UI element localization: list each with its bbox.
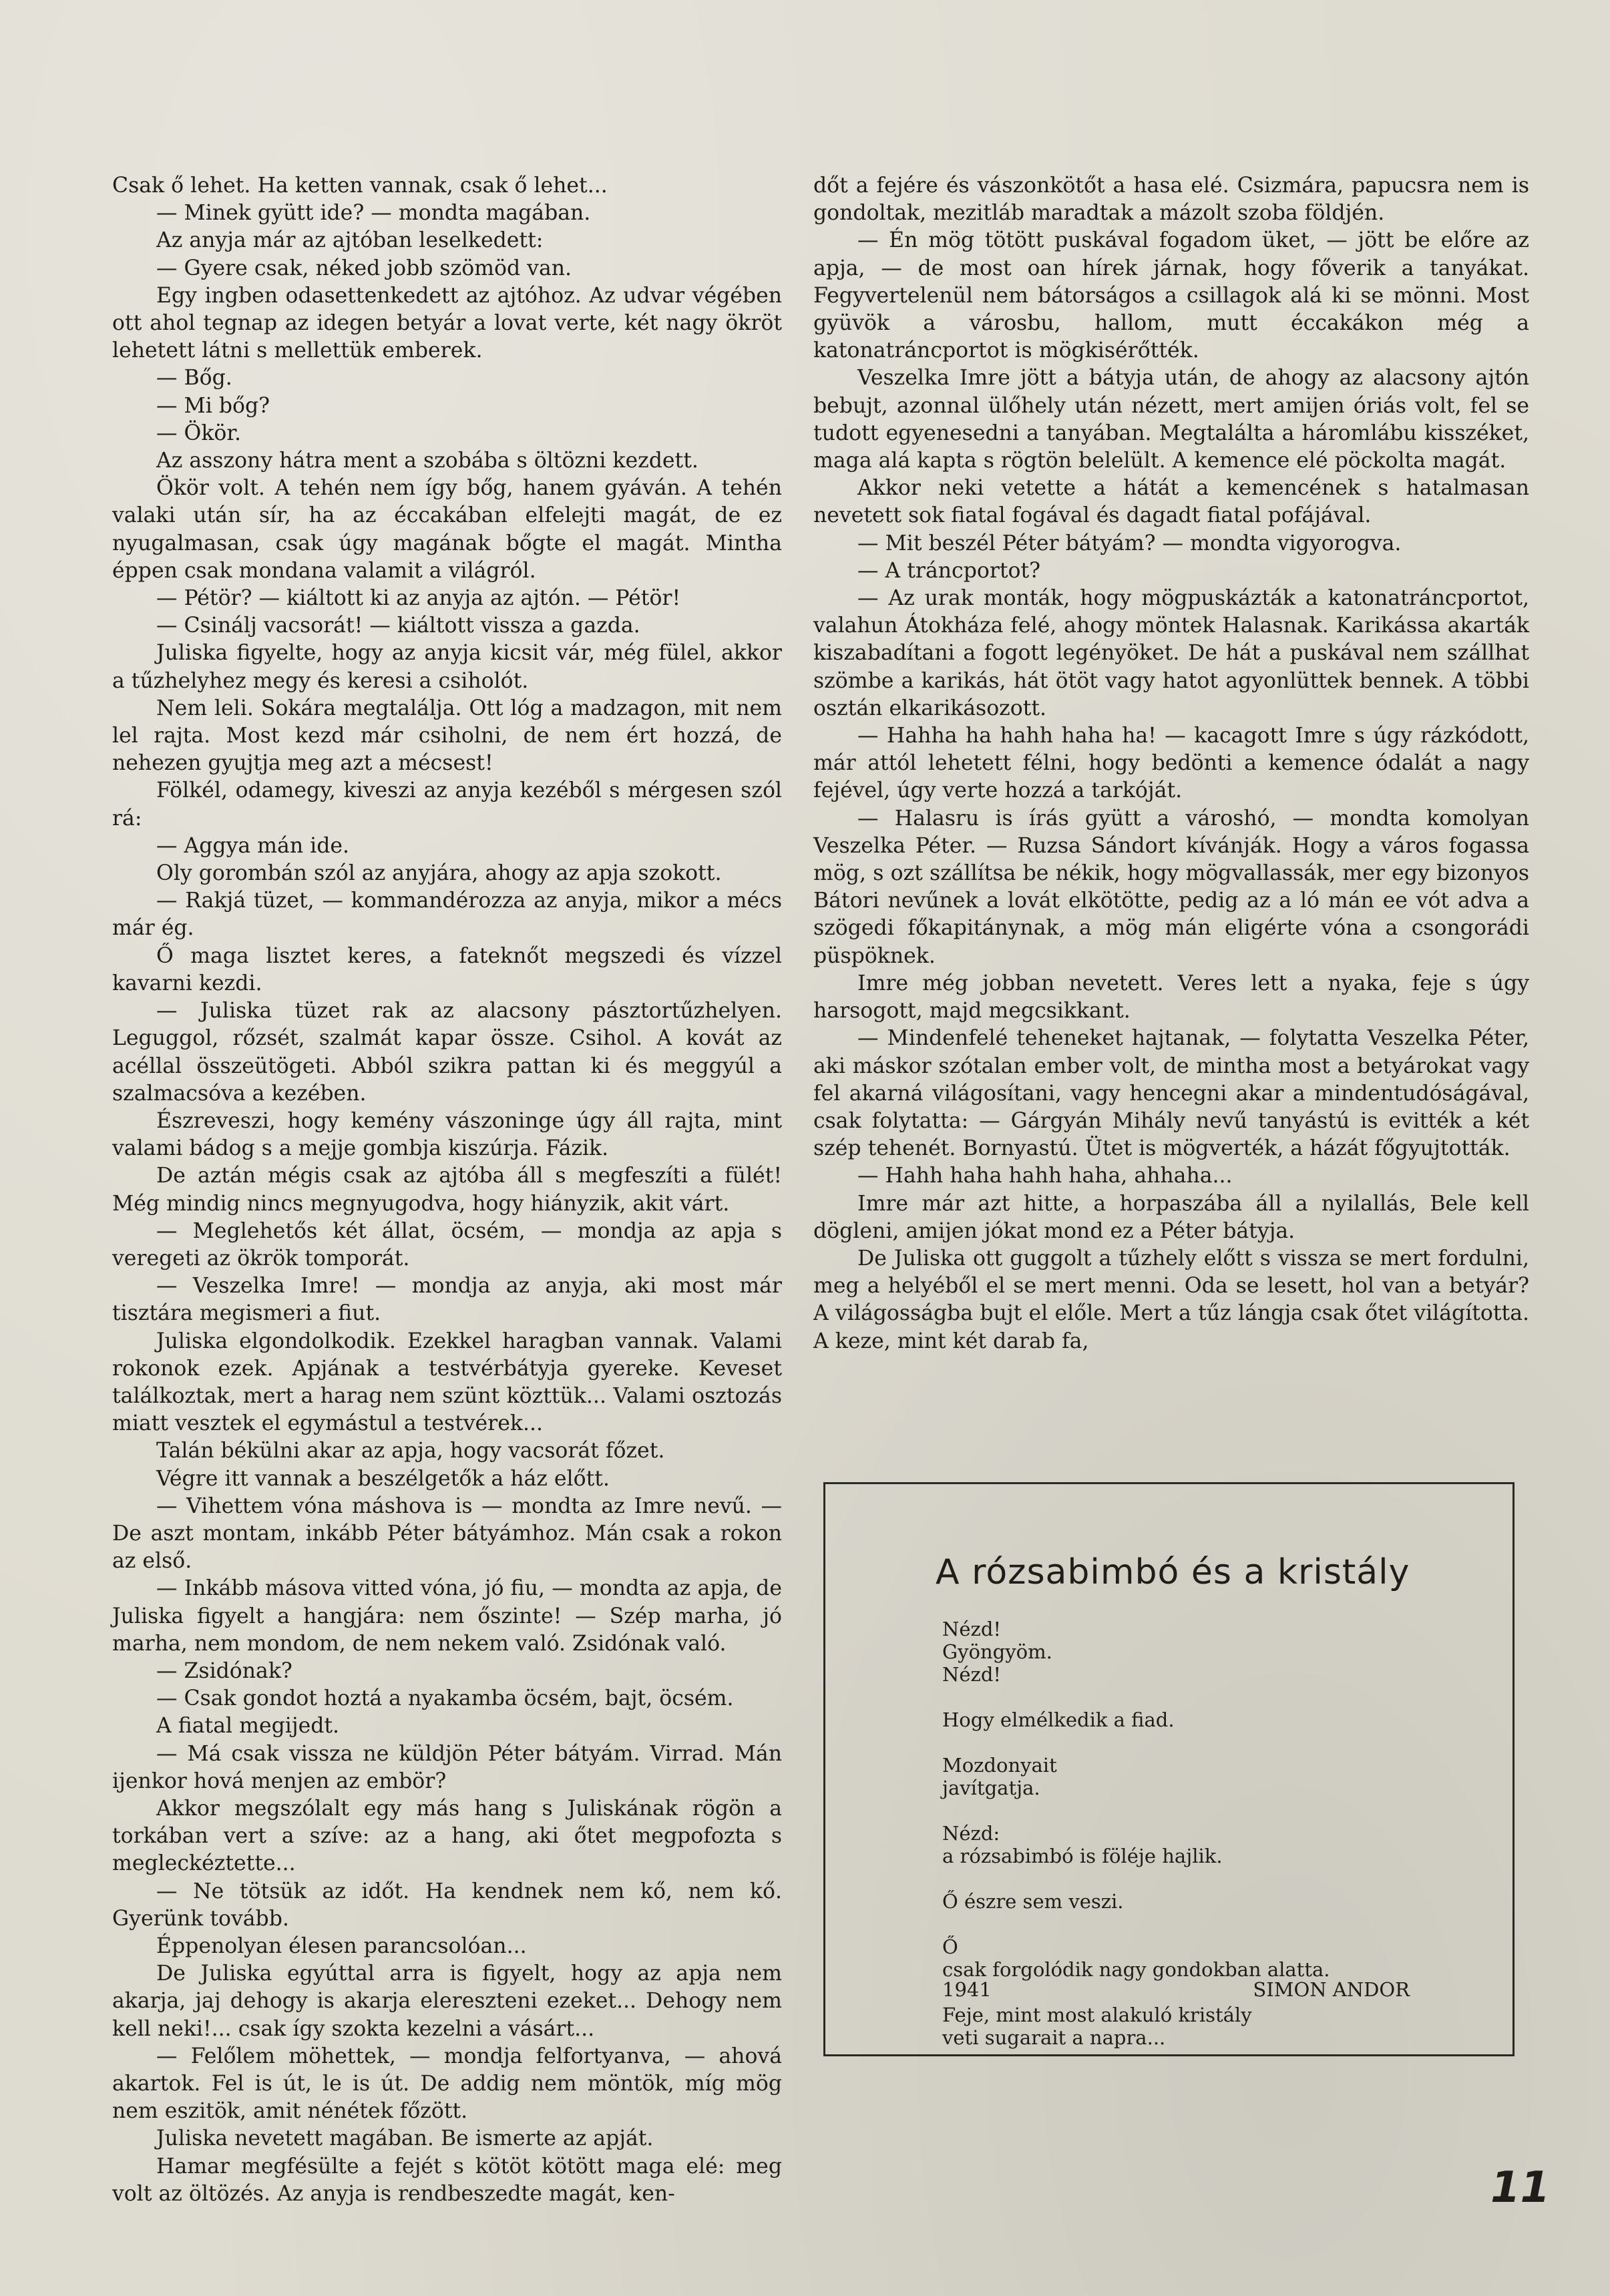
- poem-line: Gyöngyöm.: [942, 1640, 1052, 1663]
- paragraph: Fölkél, odamegy, kiveszi az anyja kezéből s mérgesen szól rá:: [112, 778, 782, 831]
- page-number: 11: [1490, 2163, 1551, 2213]
- poem-stanza: [942, 1618, 1463, 1686]
- paragraph: — Gyere csak, néked jobb szömöd van.: [156, 256, 572, 280]
- poem-line: Hogy elmélkedik a fiad.: [942, 1708, 1175, 1731]
- paragraph: Hamar megfésülte a fejét s kötöt kötött maga elé: meg volt az öltözés. Az anyja is rendbeszedte magát, ken-: [112, 2154, 782, 2206]
- paragraph: Imre már azt hitte, a horpaszába áll a nyilallás, Bele kell dögleni, amijen jókat mond ez a Péter bátyja.: [813, 1191, 1529, 1243]
- paragraph: A fiatal megijedt.: [156, 1714, 340, 1739]
- paragraph: Juliska nevetett magában. Be ismerte az apját.: [156, 2126, 654, 2151]
- poem-footer: [942, 1978, 1410, 2001]
- paragraph: Az asszony hátra ment a szobába s öltözni kezdett.: [156, 449, 698, 473]
- poem-line: csak forgolódik nagy gondokban alatta.: [942, 1958, 1330, 1981]
- paragraph: — Halasru is írás gyütt a városhó, — mondta komolyan Veszelka Péter. — Ruzsa Sándort kívánják. Hogy a város fogassa mög, s ozt szállítsa be nékik, hogy mögvallassák, mer egy bizonyos Bátori nevűnek a lovát elkötötte, pedig az a ló mán ee vót adva a szögedi főkapitánynak, a mög mán eligérte vóna a csongorádi püspöknek.: [813, 806, 1529, 968]
- paragraph: — Minek gyütt ide? — mondta magában.: [156, 201, 591, 226]
- poem-line: Mozdonyait: [942, 1754, 1057, 1777]
- paragraph: — Ne tötsük az időt. Ha kendnek nem kő, nem kő. Gyerünk tovább.: [112, 1879, 782, 1931]
- paragraph: Az anyja már az ajtóban leselkedett:: [156, 228, 544, 253]
- paragraph: Juliska figyelte, hogy az anyja kicsit vár, még fülel, akkor a tűzhelyhez megy és keresi a csiholót.: [112, 641, 782, 693]
- paragraph: — Má csak vissza ne küldjön Péter bátyám. Virrad. Mán ijenkor hová menjen az embör?: [112, 1741, 782, 1793]
- paragraph: Csak ő lehet. Ha ketten vannak, csak ő lehet...: [112, 174, 608, 198]
- paragraph: De Juliska egyúttal arra is figyelt, hogy az apja nem akarja, jaj dehogy is akarja elereszteni ezeket... Dehogy nem kell neki!... csak így szokta kezelni a vásárt...: [112, 1962, 782, 2041]
- poem-line: Ő: [942, 1935, 958, 1958]
- paragraph: — Csak gondot hoztá a nyakamba öcsém, bajt, öcsém.: [156, 1686, 734, 1711]
- paragraph: Észreveszi, hogy kemény vászoninge úgy áll rajta, mint valami bádog s a mejje gombja kiszúrja. Fázik.: [112, 1108, 782, 1161]
- paragraph: Oly gorombán szól az anyjára, ahogy az apja szokott.: [156, 861, 722, 886]
- paragraph: — Mi bőg?: [156, 393, 270, 418]
- poem-line: Nézd!: [942, 1663, 1002, 1686]
- paragraph: — Pétör? — kiáltott ki az anyja az ajtón. — Pétör!: [156, 586, 681, 611]
- paragraph: Végre itt vannak a beszélgetők a ház előtt.: [156, 1466, 610, 1491]
- paragraph: — Vihettem vóna máshova is — mondta az Imre nevű. — De aszt montam, inkább Péter bátyámhoz. Mán csak a rokon az első.: [112, 1494, 782, 1574]
- paragraph: — A tráncportot?: [857, 558, 1041, 583]
- poem-line: Nézd:: [942, 1822, 1000, 1845]
- paragraph: — Hahh haha hahh haha, ahhaha...: [857, 1164, 1233, 1188]
- paragraph: dőt a fejére és vászonkötőt a hasa elé. Csizmára, papucsra nem is gondoltak, mezitláb maradtak a mázolt szoba földjén.: [813, 174, 1529, 226]
- paragraph: Akkor neki vetette a hátát a kemencének s hatalmasan nevetett sok fiatal fogával és dagadt fiatal pofájával.: [813, 476, 1529, 528]
- paragraph: — Mindenfelé teheneket hajtanak, — folytatta Veszelka Péter, aki máskor szótalan ember volt, de mintha most a betyárokat vagy fel akarná világosítani, vagy hencegni akar a mindentudóságával, csak folytatta: — Gárgyán Mihály nevű tanyástú is evitték a két szép tehenét. Bornyastú. Ütet is mögverték, a házát főgyujtották.: [813, 1026, 1529, 1161]
- poem-line: a rózsabimbó is föléje hajlik.: [942, 1845, 1223, 1867]
- poem-stanza: [942, 1935, 1463, 1981]
- paragraph: Juliska elgondolkodik. Ezekkel haragban vannak. Valami rokonok ezek. Apjának a testvérbátyja gyereke. Keveset találkoztak, mert a harag nem szünt közttük... Valami osztozás miatt vesztek el egymástul a testvérek...: [112, 1329, 782, 1436]
- poem-box: [823, 1482, 1515, 2056]
- paragraph: — Juliska tüzet rak az alacsony pásztortűzhelyen. Leguggol, rőzsét, szalmát kapar össze. Csihol. A kovát az acéllal összeütögeti. Abból szikra pattan ki és meggyúl a szalmacsóva a kezében.: [112, 999, 782, 1106]
- poem-line: javítgatja.: [942, 1777, 1040, 1799]
- poem-author: SIMON ANDOR: [1253, 1978, 1410, 2001]
- paragraph: — Zsidónak?: [156, 1658, 292, 1683]
- paragraph: Egy ingben odasettenkedett az ajtóhoz. Az udvar végében ott ahol tegnap az idegen betyár a lovat verte, két nagy ökröt lehetett látni s mellettük emberek.: [112, 283, 782, 363]
- paragraph: — Felőlem möhettek, — mondja felfortyanva, — ahová akartok. Fel is út, le is út. De addig nem möntök, míg mög nem eszitök, amit nénétek főzött.: [112, 2044, 782, 2124]
- paragraph: Ökör volt. A tehén nem így bőg, hanem gyáván. A tehén valaki után sír, ha az éccakában elfelejti magát, de ez nyugalmasan, csak úgy magának bőgte el magát. Mintha éppen csak mondana valamit a világról.: [112, 476, 782, 583]
- paragraph: — Csinálj vacsorát! — kiáltott vissza a gazda.: [156, 614, 640, 638]
- paragraph: — Mit beszél Péter bátyám? — mondta vigyorogva.: [857, 531, 1402, 555]
- poem-line: veti sugarait a napra...: [942, 2026, 1166, 2049]
- paragraph: — Én mög tötött puskával fogadom üket, — jött be előre az apja, — de most oan hírek járnak, hogy főverik a tanyákat. Fegyvertelenül nem bátorságos a csillagok alá ki se mönni. Most gyüvök a városbu, hallom, mutt éccakákon még a katonatráncportot is mögkisérőtték.: [813, 228, 1529, 363]
- poem-stanza: [942, 2004, 1463, 2049]
- left-column: [112, 172, 782, 2208]
- poem-stanza: [942, 1890, 1463, 1913]
- paragraph: De Juliska ott guggolt a tűzhely előtt s vissza se mert fordulni, meg a helyéből el se mert menni. Oda se lesett, hol van a betyár? A világosságba bujt el előle. Mert a tűz lángja csak őtet világította. A keze, mint két darab fa,: [813, 1246, 1529, 1353]
- right-column: [813, 172, 1529, 1355]
- paragraph: De aztán mégis csak az ajtóba áll s megfeszíti a fülét! Még mindig nincs megnyugodva, hogy hiányzik, akit várt.: [112, 1164, 782, 1216]
- paragraph: — Meglehetős két állat, öcsém, — mondja az apja s veregeti az ökrök tomporát.: [112, 1218, 782, 1271]
- paragraph: — Rakjá tüzet, — kommandérozza az anyja, mikor a mécs már ég.: [112, 889, 782, 941]
- poem-title: A rózsabimbó és a kristály: [936, 1552, 1410, 1592]
- poem-year: 1941: [942, 1978, 992, 2001]
- poem-body: [942, 1618, 1463, 2072]
- paragraph: Nem leli. Sokára megtalálja. Ott lóg a madzagon, mit nem lel rajta. Most kezd már csiholni, de nem ért hozzá, de nehezen gyujtja meg azt a mécsest!: [112, 696, 782, 776]
- paragraph: Talán békülni akar az apja, hogy vacsorát főzet.: [156, 1439, 665, 1463]
- paragraph: — Ökör.: [156, 421, 241, 445]
- paragraph: — Az urak monták, hogy mögpuskázták a katonatráncportot, valahun Átokháza felé, ahogy möntek Halasnak. Karikássa akarták kiszabadítani a fogott legényöket. De hát a puskával nem szállhat szömbe a karikás, hát ötöt vagy hatot agyonlüttek bennek. A többi osztán elkarikásozott.: [813, 586, 1529, 720]
- paragraph: Akkor megszólalt egy más hang s Juliskának rögön a torkában vert a szíve: az a hang, aki őtet megpofozta s megleckéztette...: [112, 1796, 782, 1876]
- paragraph: — Bőg.: [156, 366, 232, 391]
- paragraph: Ő maga lisztet keres, a fateknőt megszedi és vízzel kavarni kezdi.: [112, 943, 782, 995]
- poem-stanza: [942, 1822, 1463, 1867]
- poem-stanza: [942, 1708, 1463, 1731]
- poem-line: Nézd!: [942, 1618, 1002, 1640]
- paragraph: — Aggya mán ide.: [156, 833, 350, 858]
- paragraph: — Hahha ha hahh haha ha! — kacagott Imre s úgy rázkódott, már attól lehetett félni, hogy bedönti a kemence ódalát a nagy fejével, úgy verte hozzá a tarkóját.: [813, 724, 1529, 803]
- poem-line: Ő észre sem veszi.: [942, 1890, 1124, 1913]
- paragraph: Éppenolyan élesen parancsolóan...: [156, 1934, 527, 1958]
- paragraph: Veszelka Imre jött a bátyja után, de ahogy az alacsony ajtón bebujt, azonnal ülőhely után nézett, mert amijen óriás volt, fel se tudott egyenesedni a tanyában. Megtalálta a háromlábu kisszéket, maga alá kapta s rögtön belelült. A kemence elé pöckolta magát.: [813, 366, 1529, 473]
- paragraph: — Inkább másova vitted vóna, jó fiu, — mondta az apja, de Juliska figyelt a hangjára: nem őszinte! — Szép marha, jó marha, nem mondom, de nem nekem való. Zsidónak való.: [112, 1576, 782, 1656]
- paragraph: Imre még jobban nevetett. Veres lett a nyaka, feje s úgy harsogott, majd megcsikkant.: [813, 971, 1529, 1023]
- paragraph: — Veszelka Imre! — mondja az anyja, aki most már tisztára megismeri a fiut.: [112, 1274, 782, 1326]
- poem-stanza: [942, 1754, 1463, 1799]
- poem-line: Feje, mint most alakuló kristály: [942, 2004, 1252, 2026]
